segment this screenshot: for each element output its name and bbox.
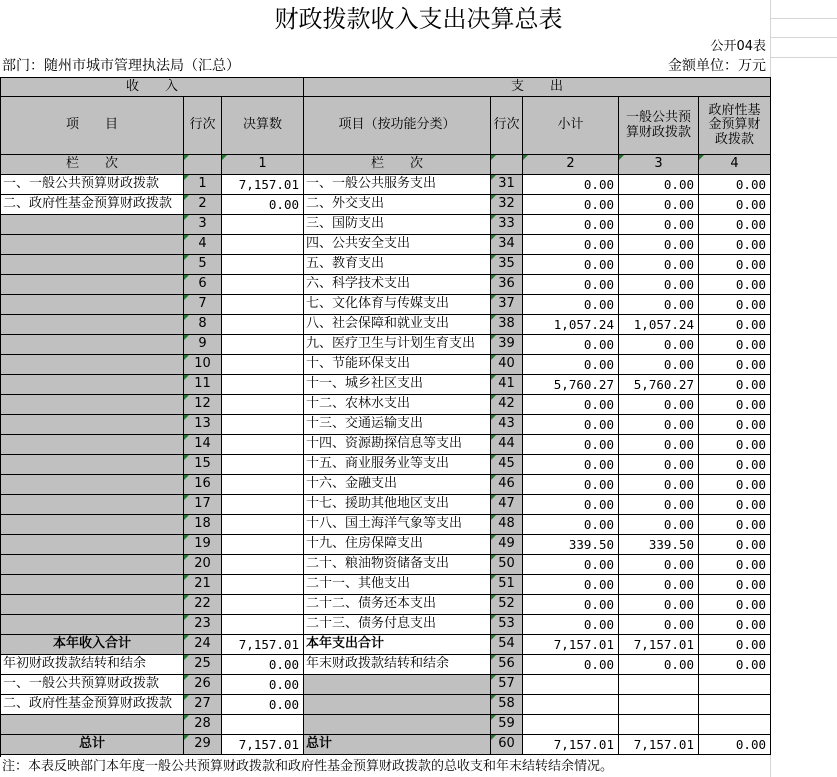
expenditure-row-no: 48: [491, 515, 523, 535]
expenditure-subtotal: 339.50: [523, 535, 619, 555]
budget-table: [0, 77, 771, 757]
header-income: 收 入: [1, 78, 304, 97]
income-item-label: 一、一般公共预算财政拨款: [1, 675, 184, 695]
expenditure-gov-fund: 0.00: [699, 295, 771, 315]
income-amount: [222, 315, 304, 335]
income-amount: [222, 715, 304, 735]
income-item-label: [1, 395, 184, 415]
expenditure-gov-fund: 0.00: [699, 255, 771, 275]
expenditure-general-budget: [619, 715, 699, 735]
expenditure-row-no: 54: [491, 635, 523, 655]
expenditure-item-label: 二十三、债务付息支出: [304, 615, 491, 635]
expenditure-general-budget: 0.00: [619, 655, 699, 675]
expenditure-general-budget: 0.00: [619, 555, 699, 575]
expenditure-general-budget: 0.00: [619, 335, 699, 355]
expenditure-subtotal: 0.00: [523, 455, 619, 475]
expenditure-row-no: 44: [491, 435, 523, 455]
expenditure-subtotal: 0.00: [523, 475, 619, 495]
expenditure-item-label: 二十、粮油物资储备支出: [304, 555, 491, 575]
expenditure-general-budget: 0.00: [619, 455, 699, 475]
header-row-no: 行次: [184, 97, 222, 155]
income-amount: [222, 595, 304, 615]
expenditure-item-label: 本年支出合计: [304, 635, 491, 655]
income-row-no: 22: [184, 595, 222, 615]
expenditure-gov-fund: 0.00: [699, 495, 771, 515]
department-label: 部门：随州市城市管理执法局（汇总）: [2, 58, 240, 75]
expenditure-row-no: 34: [491, 235, 523, 255]
expenditure-row-no: 50: [491, 555, 523, 575]
income-item-label: [1, 295, 184, 315]
expenditure-item-label: 十六、金融支出: [304, 475, 491, 495]
expenditure-subtotal: 0.00: [523, 275, 619, 295]
col-index-blank-2: [491, 155, 523, 175]
income-item-label: 二、政府性基金预算财政拨款: [1, 195, 184, 215]
income-item-label: [1, 575, 184, 595]
income-row-no: 19: [184, 535, 222, 555]
col-label: 栏 次: [1, 155, 184, 175]
expenditure-gov-fund: 0.00: [699, 355, 771, 375]
header-expenditure: 支 出: [304, 78, 771, 97]
expenditure-subtotal: [523, 715, 619, 735]
income-amount: [222, 555, 304, 575]
income-row-no: 23: [184, 615, 222, 635]
expenditure-gov-fund: 0.00: [699, 275, 771, 295]
income-item-label: 二、政府性基金预算财政拨款: [1, 695, 184, 715]
expenditure-general-budget: [619, 675, 699, 695]
header-general-budget: 一般公共预算财政拨款: [619, 97, 699, 155]
income-row-no: 8: [184, 315, 222, 335]
income-item-label: [1, 535, 184, 555]
expenditure-row-no: 33: [491, 215, 523, 235]
income-row-no: 14: [184, 435, 222, 455]
income-amount: [222, 515, 304, 535]
expenditure-general-budget: 0.00: [619, 595, 699, 615]
expenditure-general-budget: 0.00: [619, 175, 699, 195]
income-amount: [222, 215, 304, 235]
income-row-no: 27: [184, 695, 222, 715]
expenditure-general-budget: 0.00: [619, 475, 699, 495]
expenditure-gov-fund: [699, 715, 771, 735]
col-label-2: 栏 次: [304, 155, 491, 175]
expenditure-gov-fund: 0.00: [699, 735, 771, 755]
expenditure-item-label: 二、外交支出: [304, 195, 491, 215]
expenditure-gov-fund: 0.00: [699, 175, 771, 195]
income-row-no: 15: [184, 455, 222, 475]
expenditure-item-label: [304, 695, 491, 715]
income-row-no: 12: [184, 395, 222, 415]
expenditure-general-budget: [619, 695, 699, 715]
expenditure-general-budget: 0.00: [619, 575, 699, 595]
income-row-no: 17: [184, 495, 222, 515]
expenditure-general-budget: 0.00: [619, 235, 699, 255]
expenditure-item-label: 十九、住房保障支出: [304, 535, 491, 555]
expenditure-gov-fund: 0.00: [699, 235, 771, 255]
expenditure-row-no: 60: [491, 735, 523, 755]
income-row-no: 26: [184, 675, 222, 695]
expenditure-general-budget: 0.00: [619, 515, 699, 535]
income-amount: 0.00: [222, 695, 304, 715]
expenditure-gov-fund: 0.00: [699, 435, 771, 455]
expenditure-general-budget: 0.00: [619, 295, 699, 315]
expenditure-item-label: 二十二、债务还本支出: [304, 595, 491, 615]
income-row-no: 20: [184, 555, 222, 575]
income-amount: [222, 415, 304, 435]
income-amount: [222, 455, 304, 475]
expenditure-subtotal: 0.00: [523, 215, 619, 235]
col-index-blank-1: [184, 155, 222, 175]
income-row-no: 7: [184, 295, 222, 315]
col-index-4: 4: [699, 155, 771, 175]
expenditure-row-no: 32: [491, 195, 523, 215]
header-row-no-2: 行次: [491, 97, 523, 155]
expenditure-row-no: 45: [491, 455, 523, 475]
expenditure-row-no: 46: [491, 475, 523, 495]
expenditure-subtotal: 0.00: [523, 595, 619, 615]
expenditure-subtotal: 0.00: [523, 295, 619, 315]
expenditure-item-label: 十七、援助其他地区支出: [304, 495, 491, 515]
income-amount: 0.00: [222, 655, 304, 675]
income-amount: 7,157.01: [222, 735, 304, 755]
expenditure-general-budget: 0.00: [619, 415, 699, 435]
expenditure-gov-fund: 0.00: [699, 475, 771, 495]
expenditure-row-no: 40: [491, 355, 523, 375]
expenditure-gov-fund: 0.00: [699, 635, 771, 655]
income-amount: [222, 275, 304, 295]
expenditure-general-budget: 0.00: [619, 215, 699, 235]
expenditure-item-label: 八、社会保障和就业支出: [304, 315, 491, 335]
income-row-no: 13: [184, 415, 222, 435]
income-row-no: 18: [184, 515, 222, 535]
expenditure-row-no: 51: [491, 575, 523, 595]
expenditure-row-no: 42: [491, 395, 523, 415]
expenditure-item-label: 十五、商业服务业等支出: [304, 455, 491, 475]
income-item-label: [1, 495, 184, 515]
expenditure-gov-fund: 0.00: [699, 215, 771, 235]
income-row-no: 25: [184, 655, 222, 675]
income-row-no: 10: [184, 355, 222, 375]
income-row-no: 11: [184, 375, 222, 395]
expenditure-gov-fund: 0.00: [699, 415, 771, 435]
expenditure-gov-fund: 0.00: [699, 575, 771, 595]
income-item-label: [1, 475, 184, 495]
income-item-label: [1, 515, 184, 535]
income-row-no: 3: [184, 215, 222, 235]
expenditure-general-budget: 5,760.27: [619, 375, 699, 395]
expenditure-item-label: 六、科学技术支出: [304, 275, 491, 295]
expenditure-subtotal: 0.00: [523, 235, 619, 255]
income-amount: [222, 495, 304, 515]
income-row-no: 28: [184, 715, 222, 735]
form-code: 公开04表: [710, 38, 766, 54]
expenditure-subtotal: 0.00: [523, 415, 619, 435]
expenditure-gov-fund: 0.00: [699, 195, 771, 215]
expenditure-general-budget: 339.50: [619, 535, 699, 555]
expenditure-general-budget: 0.00: [619, 395, 699, 415]
page-title: 财政拨款收入支出决算总表: [274, 4, 563, 33]
income-item-label: [1, 235, 184, 255]
income-amount: 0.00: [222, 195, 304, 215]
expenditure-subtotal: 0.00: [523, 335, 619, 355]
expenditure-item-label: 十一、城乡社区支出: [304, 375, 491, 395]
expenditure-row-no: 39: [491, 335, 523, 355]
expenditure-subtotal: 7,157.01: [523, 735, 619, 755]
expenditure-item-label: 四、公共安全支出: [304, 235, 491, 255]
income-row-no: 5: [184, 255, 222, 275]
expenditure-row-no: 41: [491, 375, 523, 395]
expenditure-row-no: 43: [491, 415, 523, 435]
header-item-by-function: 项目（按功能分类）: [304, 97, 491, 155]
income-item-label: [1, 255, 184, 275]
expenditure-row-no: 36: [491, 275, 523, 295]
expenditure-gov-fund: 0.00: [699, 455, 771, 475]
header-item: 项 目: [1, 97, 184, 155]
expenditure-general-budget: 0.00: [619, 275, 699, 295]
expenditure-row-no: 52: [491, 595, 523, 615]
expenditure-item-label: 十八、国土海洋气象等支出: [304, 515, 491, 535]
income-row-no: 6: [184, 275, 222, 295]
income-amount: [222, 335, 304, 355]
expenditure-general-budget: 0.00: [619, 495, 699, 515]
income-row-no: 16: [184, 475, 222, 495]
expenditure-gov-fund: 0.00: [699, 375, 771, 395]
expenditure-item-label: 九、医疗卫生与计划生育支出: [304, 335, 491, 355]
expenditure-subtotal: 0.00: [523, 175, 619, 195]
expenditure-item-label: 十、节能环保支出: [304, 355, 491, 375]
expenditure-general-budget: 7,157.01: [619, 735, 699, 755]
income-row-no: 4: [184, 235, 222, 255]
income-item-label: [1, 315, 184, 335]
header-gov-fund: 政府性基金预算财政拨款: [699, 97, 771, 155]
income-item-label: 总计: [1, 735, 184, 755]
expenditure-row-no: 31: [491, 175, 523, 195]
expenditure-subtotal: [523, 675, 619, 695]
income-amount: [222, 375, 304, 395]
income-row-no: 21: [184, 575, 222, 595]
income-item-label: 年初财政拨款结转和结余: [1, 655, 184, 675]
expenditure-subtotal: 0.00: [523, 615, 619, 635]
income-item-label: [1, 375, 184, 395]
header-final-amount: 决算数: [222, 97, 304, 155]
income-amount: [222, 355, 304, 375]
col-index-1: 1: [222, 155, 304, 175]
income-amount: 7,157.01: [222, 175, 304, 195]
expenditure-subtotal: 0.00: [523, 355, 619, 375]
expenditure-row-no: 58: [491, 695, 523, 715]
income-item-label: [1, 595, 184, 615]
expenditure-general-budget: 0.00: [619, 195, 699, 215]
income-item-label: 一、一般公共预算财政拨款: [1, 175, 184, 195]
income-item-label: [1, 335, 184, 355]
expenditure-subtotal: 0.00: [523, 515, 619, 535]
expenditure-gov-fund: 0.00: [699, 315, 771, 335]
income-row-no: 24: [184, 635, 222, 655]
expenditure-subtotal: 5,760.27: [523, 375, 619, 395]
income-row-no: 2: [184, 195, 222, 215]
expenditure-item-label: [304, 675, 491, 695]
expenditure-row-no: 53: [491, 615, 523, 635]
income-item-label: [1, 715, 184, 735]
income-row-no: 29: [184, 735, 222, 755]
income-amount: [222, 395, 304, 415]
income-amount: 0.00: [222, 675, 304, 695]
income-item-label: [1, 355, 184, 375]
expenditure-subtotal: 0.00: [523, 655, 619, 675]
income-amount: [222, 575, 304, 595]
expenditure-item-label: 五、教育支出: [304, 255, 491, 275]
expenditure-subtotal: 0.00: [523, 255, 619, 275]
expenditure-general-budget: 1,057.24: [619, 315, 699, 335]
income-item-label: [1, 455, 184, 475]
expenditure-subtotal: 1,057.24: [523, 315, 619, 335]
income-item-label: [1, 275, 184, 295]
expenditure-item-label: 十四、资源勘探信息等支出: [304, 435, 491, 455]
expenditure-row-no: 35: [491, 255, 523, 275]
expenditure-gov-fund: [699, 675, 771, 695]
income-amount: [222, 615, 304, 635]
expenditure-gov-fund: 0.00: [699, 335, 771, 355]
expenditure-subtotal: 0.00: [523, 435, 619, 455]
expenditure-item-label: 一、一般公共服务支出: [304, 175, 491, 195]
expenditure-item-label: 十二、农林水支出: [304, 395, 491, 415]
expenditure-row-no: 49: [491, 535, 523, 555]
expenditure-gov-fund: 0.00: [699, 395, 771, 415]
unit-label: 金额单位：万元: [668, 58, 766, 75]
expenditure-general-budget: 0.00: [619, 355, 699, 375]
expenditure-gov-fund: 0.00: [699, 515, 771, 535]
expenditure-general-budget: 0.00: [619, 435, 699, 455]
expenditure-item-label: 十三、交通运输支出: [304, 415, 491, 435]
expenditure-subtotal: 7,157.01: [523, 635, 619, 655]
expenditure-item-label: 年末财政拨款结转和结余: [304, 655, 491, 675]
income-amount: [222, 475, 304, 495]
income-amount: [222, 235, 304, 255]
income-amount: [222, 435, 304, 455]
expenditure-row-no: 57: [491, 675, 523, 695]
expenditure-subtotal: 0.00: [523, 495, 619, 515]
expenditure-gov-fund: 0.00: [699, 535, 771, 555]
income-row-no: 1: [184, 175, 222, 195]
income-item-label: [1, 435, 184, 455]
expenditure-gov-fund: 0.00: [699, 655, 771, 675]
expenditure-row-no: 38: [491, 315, 523, 335]
expenditure-subtotal: [523, 695, 619, 715]
expenditure-gov-fund: 0.00: [699, 595, 771, 615]
expenditure-row-no: 47: [491, 495, 523, 515]
expenditure-gov-fund: [699, 695, 771, 715]
expenditure-item-label: 三、国防支出: [304, 215, 491, 235]
footer-note: 注：本表反映部门本年度一般公共预算财政拨款和政府性基金预算财政拨款的总收支和年末结转结余情况。: [2, 758, 614, 774]
income-item-label: [1, 415, 184, 435]
header-subtotal: 小计: [523, 97, 619, 155]
expenditure-item-label: 二十一、其他支出: [304, 575, 491, 595]
expenditure-general-budget: 0.00: [619, 615, 699, 635]
col-index-3: 3: [619, 155, 699, 175]
income-row-no: 9: [184, 335, 222, 355]
expenditure-subtotal: 0.00: [523, 575, 619, 595]
income-item-label: [1, 555, 184, 575]
expenditure-subtotal: 0.00: [523, 555, 619, 575]
income-item-label: [1, 215, 184, 235]
income-amount: 7,157.01: [222, 635, 304, 655]
expenditure-general-budget: 0.00: [619, 255, 699, 275]
expenditure-general-budget: 7,157.01: [619, 635, 699, 655]
expenditure-item-label: [304, 715, 491, 735]
expenditure-row-no: 59: [491, 715, 523, 735]
income-amount: [222, 295, 304, 315]
expenditure-item-label: 七、文化体育与传媒支出: [304, 295, 491, 315]
income-item-label: [1, 615, 184, 635]
expenditure-row-no: 56: [491, 655, 523, 675]
expenditure-gov-fund: 0.00: [699, 615, 771, 635]
expenditure-row-no: 37: [491, 295, 523, 315]
income-item-label: 本年收入合计: [1, 635, 184, 655]
expenditure-subtotal: 0.00: [523, 395, 619, 415]
expenditure-gov-fund: 0.00: [699, 555, 771, 575]
income-amount: [222, 255, 304, 275]
col-index-2: 2: [523, 155, 619, 175]
income-amount: [222, 535, 304, 555]
expenditure-subtotal: 0.00: [523, 195, 619, 215]
expenditure-item-label: 总计: [304, 735, 491, 755]
